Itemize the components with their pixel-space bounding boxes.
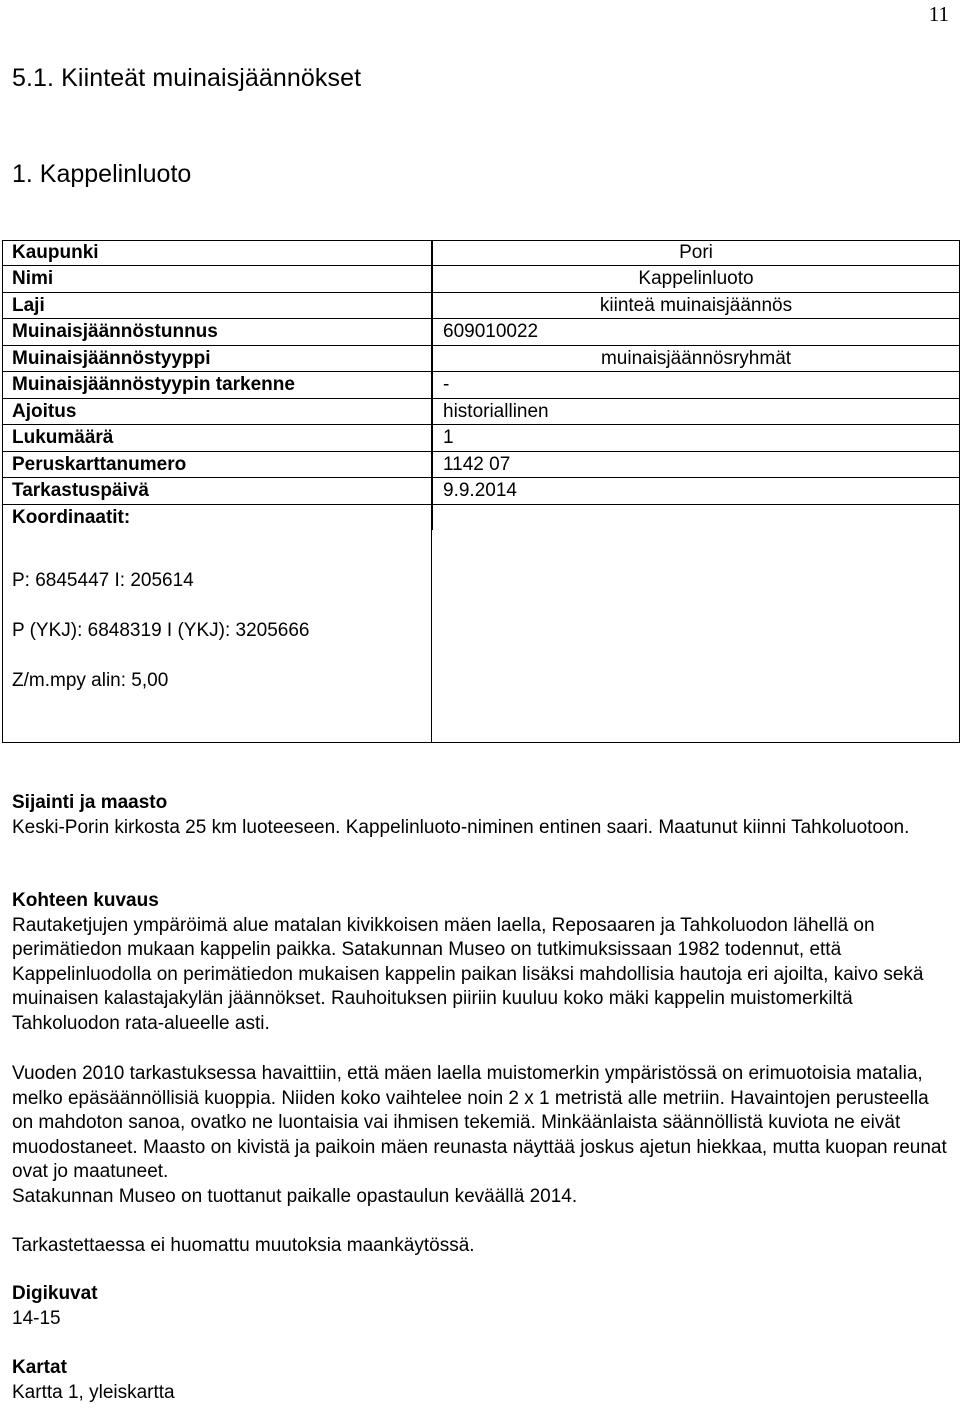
row-value: 609010022	[433, 319, 960, 346]
coordinates-value-cell	[433, 504, 960, 530]
maps-text: Kartta 1, yleiskartta	[12, 1381, 175, 1403]
site-info-table	[2, 240, 959, 530]
page-number: 11	[928, 2, 949, 26]
coordinates-list	[12, 566, 310, 716]
row-value: historiallinen	[433, 398, 960, 425]
table-row	[2, 240, 959, 266]
table-row	[2, 451, 959, 478]
row-label: Lukumäärä	[2, 425, 433, 452]
photos-section	[12, 1282, 947, 1331]
table-row	[2, 319, 959, 346]
location-text: Keski-Porin kirkosta 25 km luoteeseen. Kappelinluoto-niminen entinen saari. Maatunut kiinni Tahkoluotoon.	[12, 816, 910, 838]
table-row	[2, 478, 959, 505]
table-row	[2, 345, 959, 372]
photos-heading: Digikuvat	[12, 1283, 98, 1304]
table-row	[2, 425, 959, 452]
row-value: kiinteä muinaisjäännös	[433, 292, 960, 319]
row-value: 1	[433, 425, 960, 452]
maps-heading: Kartat	[12, 1357, 67, 1378]
site-title: 1. Kappelinluoto	[12, 160, 192, 188]
location-section	[12, 791, 947, 840]
section-heading: 5.1. Kiinteät muinaisjäännökset	[12, 64, 362, 92]
maps-section	[12, 1356, 947, 1405]
row-label: Muinaisjäännöstunnus	[2, 319, 433, 346]
row-label: Ajoitus	[2, 398, 433, 425]
coordinates-label: Koordinaatit:	[2, 504, 433, 530]
table-row	[2, 398, 959, 425]
land-use-section	[12, 1234, 947, 1259]
table-column-divider	[431, 240, 432, 742]
location-heading: Sijainti ja maasto	[12, 792, 168, 813]
coordinate-line: P: 6845447 I: 205614	[12, 570, 194, 591]
row-label: Tarkastuspäivä	[2, 478, 433, 505]
description-section	[12, 889, 947, 1036]
table-row	[2, 266, 959, 293]
row-label: Laji	[2, 292, 433, 319]
inspection-section	[12, 1062, 947, 1209]
coordinate-line: P (YKJ): 6848319 I (YKJ): 3205666	[12, 620, 310, 641]
row-label: Kaupunki	[12, 242, 99, 263]
row-label: Peruskarttanumero	[2, 451, 433, 478]
row-value: Pori	[433, 240, 960, 266]
row-label: Muinaisjäännöstyyppi	[2, 345, 433, 372]
description-paragraph-2: Vuoden 2010 tarkastuksessa havaittiin, että mäen laella muistomerkin ympäristössä on erimuotoisia matalia, melko epäsäännöllisiä kuoppia. Niiden koko vaihtelee noin 2 x 1 metristä alle metriin. Havaintojen perusteella on mahdoton sanoa, ovatko ne luontaisia vai ihmisen tekemiä. Minkäänlaista säännöllistä kuviota ne eivät muodostaneet. Maasto on kivistä ja paikoin mäen reunasta näyttää joskus ajetun hiekkaa, mutta kuopan reunat ovat jo maatuneet.	[12, 1063, 947, 1182]
coordinate-line: Z/m.mpy alin: 5,00	[12, 670, 169, 691]
row-value: Kappelinluoto	[433, 266, 960, 293]
description-paragraph-2b: Satakunnan Museo on tuottanut paikalle opastaulun keväällä 2014.	[12, 1185, 578, 1207]
table-row	[2, 504, 959, 530]
row-value: 1142 07	[433, 451, 960, 478]
table-row	[2, 372, 959, 399]
row-label: Nimi	[2, 266, 433, 293]
description-paragraph-1: Rautaketjujen ympäröimä alue matalan kivikkoisen mäen laella, Reposaaren ja Tahkoluodon lähellä on perimätiedon mukaan kappelin paikka. Satakunnan Museo on tutkimuksissaan 1982 todennut, että Kappelinluodolla on perimätiedon mukaisen kappelin paikan lisäksi mahdollisia hautoja eri ajoilta, kaivo sekä muinaisen kalastajakylän jäännökset. Rauhoituksen piiriin kuuluu koko mäki kappelin muistomerkiltä Tahkoluodon rata-alueelle asti.	[12, 914, 924, 1034]
photos-text: 14-15	[12, 1307, 61, 1329]
table-row	[2, 292, 959, 319]
row-value: 9.9.2014	[433, 478, 960, 505]
row-value: -	[433, 372, 960, 399]
description-paragraph-3: Tarkastettaessa ei huomattu muutoksia maankäytössä.	[12, 1235, 475, 1256]
row-value: muinaisjäännösryhmät	[433, 345, 960, 372]
description-heading: Kohteen kuvaus	[12, 890, 159, 911]
row-label: Muinaisjäännöstyypin tarkenne	[2, 372, 433, 399]
